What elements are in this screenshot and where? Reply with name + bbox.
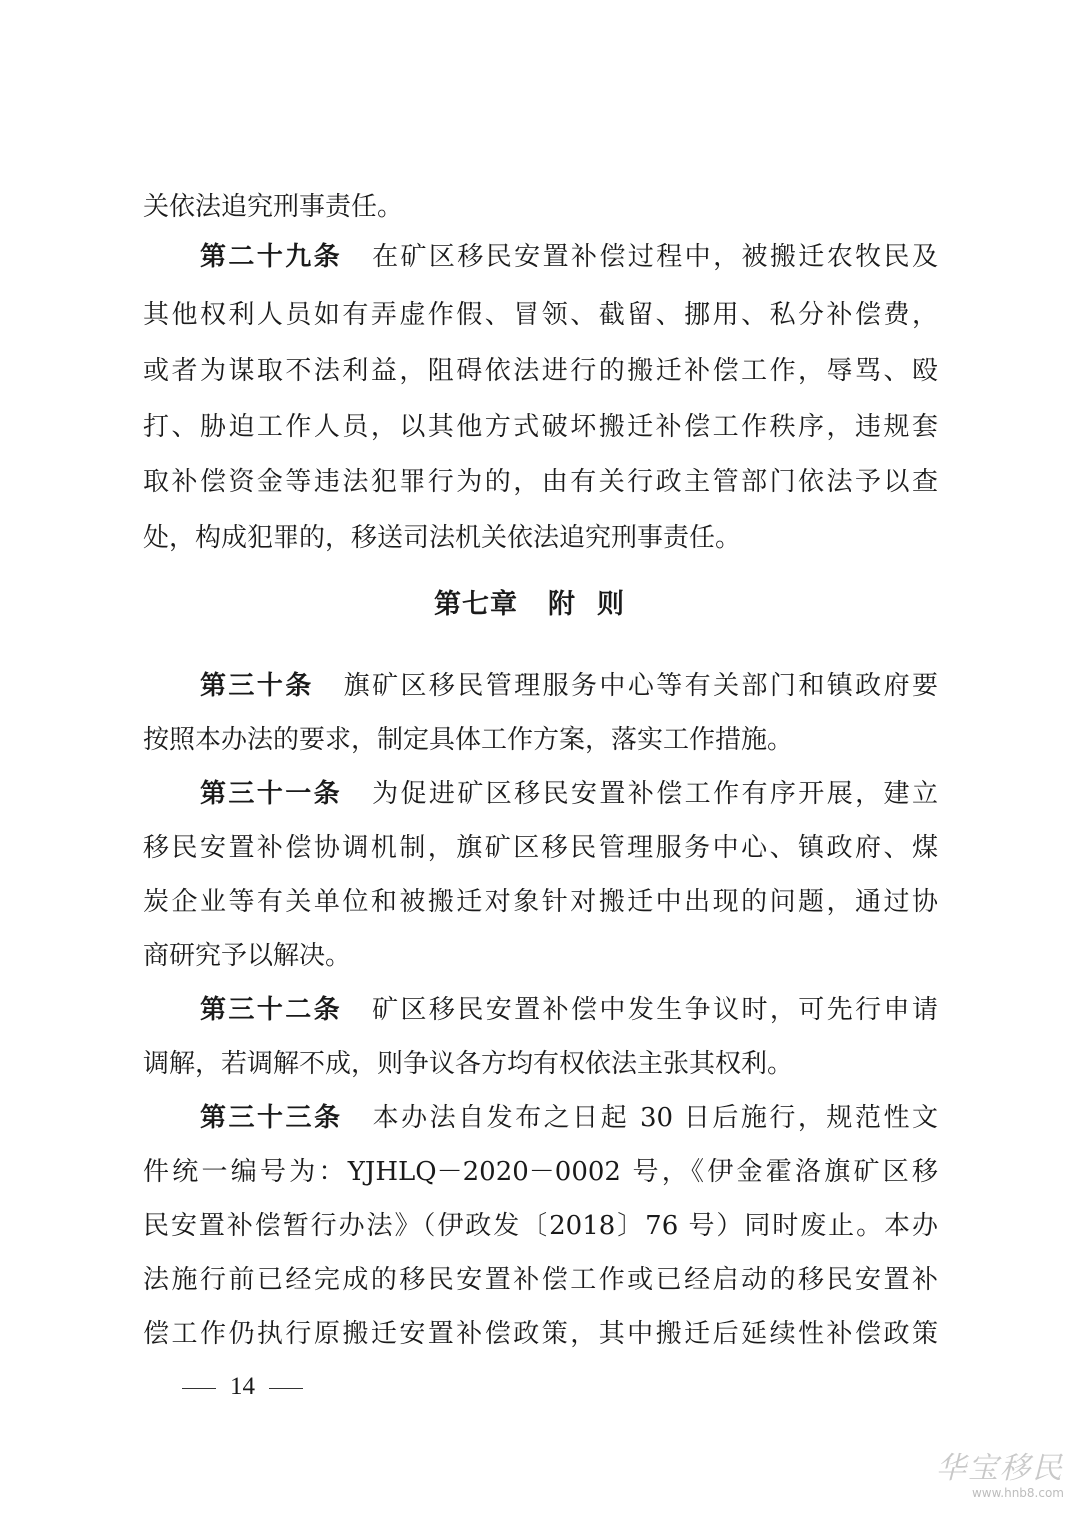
chapter-title: 附则 <box>548 589 646 620</box>
text-line: 其他权利人员如有弄虚作假、冒领、截留、挪用、私分补偿费， <box>143 300 938 330</box>
article-32-line <box>200 990 938 1030</box>
page-number <box>168 1370 317 1404</box>
text-line: 打、胁迫工作人员，以其他方式破坏搬迁补偿工作秩序，违规套 <box>143 412 938 442</box>
article-33-label: 第三十三条 <box>200 1103 343 1133</box>
article-30-label: 第三十条 <box>200 671 314 701</box>
page-number-value: 14 <box>230 1373 255 1400</box>
article-32-label: 第三十二条 <box>200 995 343 1025</box>
article-30-line <box>200 666 938 706</box>
text-line: 按照本办法的要求，制定具体工作方案，落实工作措施。 <box>143 725 794 755</box>
article-32-text: 矿区移民安置补偿中发生争议时，可先行申请 <box>372 995 938 1025</box>
text-line: 关依法追究刑事责任。 <box>143 192 404 222</box>
article-30-text: 旗矿区移民管理服务中心等有关部门和镇政府要 <box>343 671 938 701</box>
article-33-line <box>200 1098 938 1138</box>
text-line: 调解，若调解不成，则争议各方均有权依法主张其权利。 <box>143 1049 794 1079</box>
text-line: 偿工作仍执行原搬迁安置补偿政策，其中搬迁后延续性补偿政策 <box>143 1319 938 1349</box>
text-line: 处，构成犯罪的，移送司法机关依法追究刑事责任。 <box>143 523 742 553</box>
watermark-title: 华宝移民 <box>936 1451 1064 1486</box>
dash-right <box>269 1388 303 1389</box>
text-line: 移民安置补偿协调机制，旗矿区移民管理服务中心、镇政府、煤 <box>143 833 938 863</box>
text-line: 炭企业等有关单位和被搬迁对象针对搬迁中出现的问题，通过协 <box>143 887 938 917</box>
text-line: 民安置补偿暂行办法》（伊政发〔2018〕76 号）同时废止。本办 <box>143 1211 938 1241</box>
article-33-text: 本办法自发布之日起 30 日后施行，规范性文 <box>372 1103 938 1133</box>
text-line: 件统一编号为：YJHLQ－2020－0002 号，《伊金霍洛旗矿区移 <box>143 1157 938 1187</box>
text-line: 法施行前已经完成的移民安置补偿工作或已经启动的移民安置补 <box>143 1265 938 1295</box>
article-31-text: 为促进矿区移民安置补偿工作有序开展，建立 <box>372 779 938 809</box>
text-line: 商研究予以解决。 <box>143 941 352 971</box>
text-line: 取补偿资金等违法犯罪行为的，由有关行政主管部门依法予以查 <box>143 467 938 497</box>
article-31-label: 第三十一条 <box>200 779 343 809</box>
watermark <box>936 1452 1064 1500</box>
text-line: 或者为谋取不法利益，阻碍依法进行的搬迁补偿工作，辱骂、殴 <box>143 356 938 386</box>
article-31-line <box>200 774 938 814</box>
article-29-label: 第二十九条 <box>200 242 343 272</box>
watermark-url: www.hnb8.com <box>971 1486 1064 1500</box>
article-29-line <box>200 237 938 277</box>
chapter-number: 第七章 <box>434 589 518 620</box>
dash-left <box>182 1388 216 1389</box>
article-29-text: 在矿区移民安置补偿过程中，被搬迁农牧民及 <box>372 242 938 272</box>
chapter-heading <box>0 585 1080 625</box>
